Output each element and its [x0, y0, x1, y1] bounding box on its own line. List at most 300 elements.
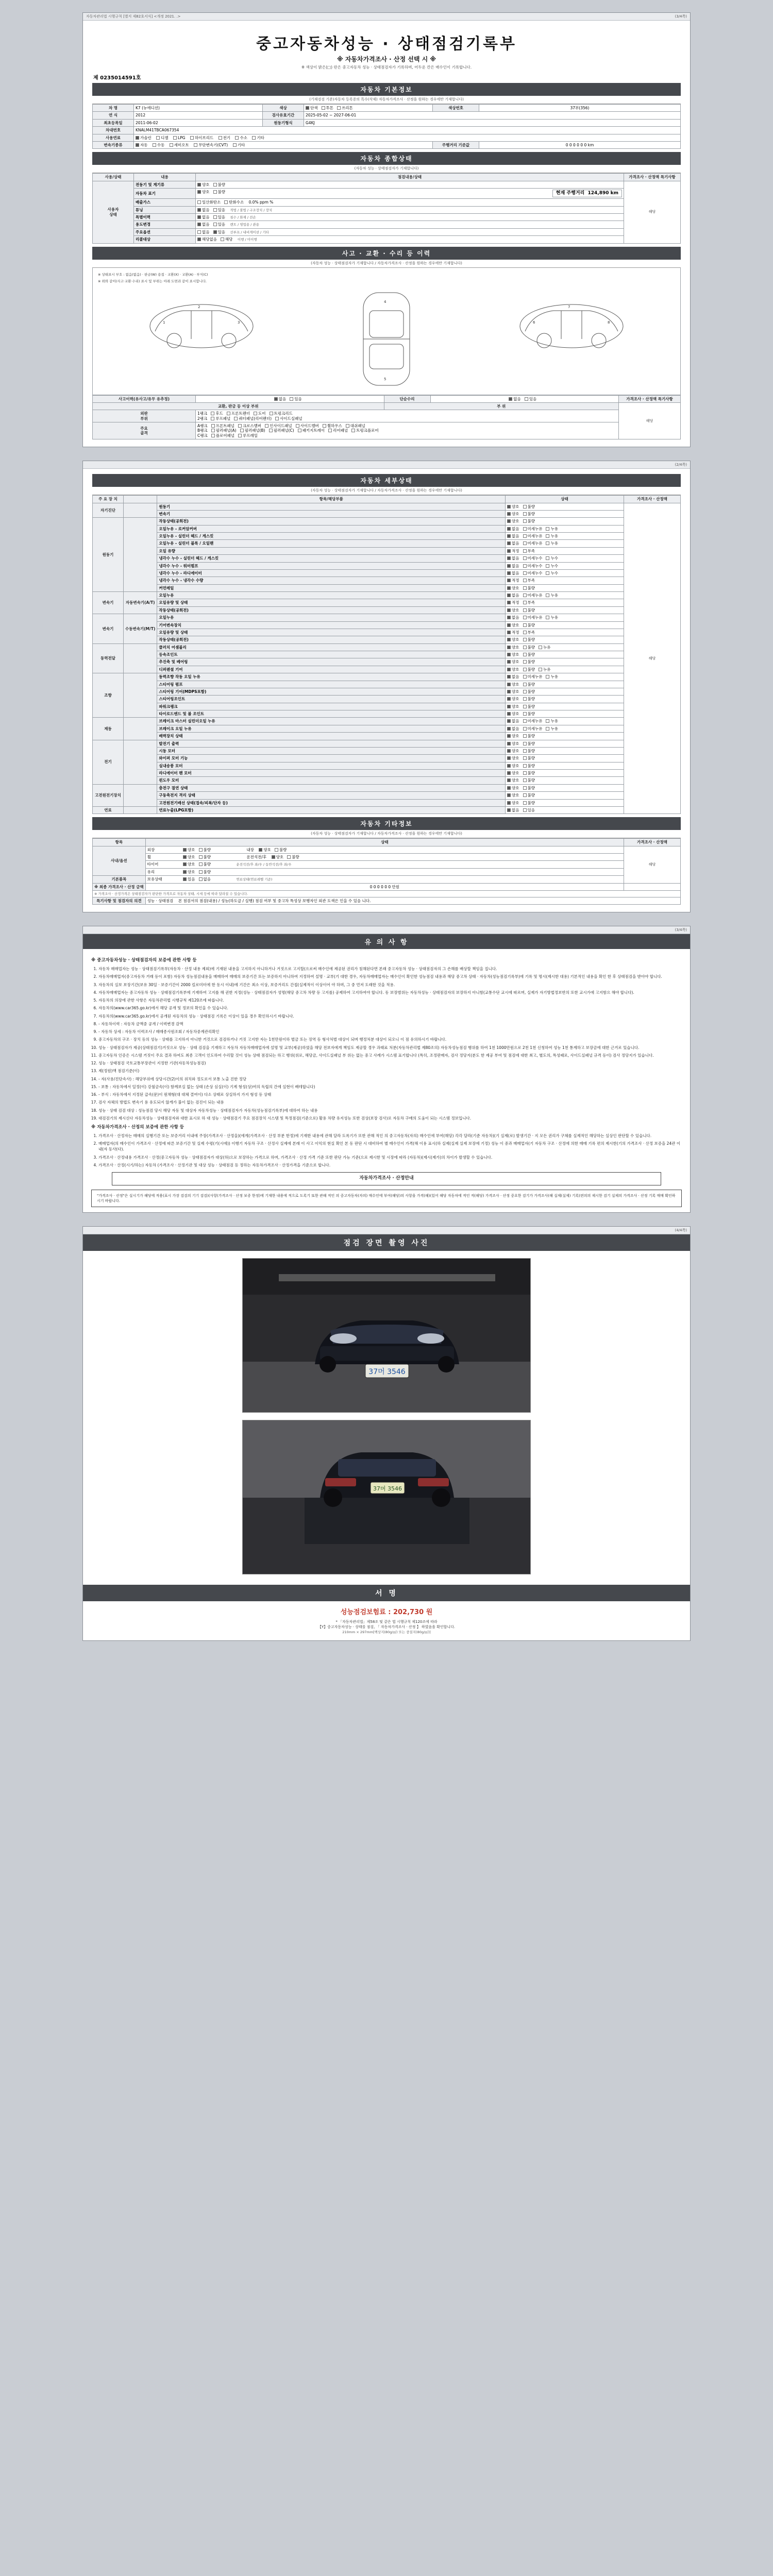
notice-title: 유 의 사 항 — [83, 934, 690, 949]
status-option[interactable]: 불량 — [523, 786, 535, 790]
checkbox-icon[interactable] — [523, 646, 527, 649]
checkbox-icon[interactable] — [507, 756, 511, 760]
section-overall-band: 자동차 종합상태 — [92, 152, 681, 165]
status-option[interactable]: 없음 — [507, 564, 519, 568]
status-option[interactable]: 양호 — [507, 659, 519, 664]
checkbox-icon[interactable] — [507, 512, 511, 516]
status-option[interactable]: 불량 — [523, 682, 535, 687]
status-option[interactable]: 불량 — [523, 697, 535, 701]
status-option[interactable]: 양호 — [507, 667, 519, 672]
notice-item: 6. 자동차의(www.car365.go.kr)에서 해당 공개 및 정보의 확인을 수 있습니다. — [98, 1005, 682, 1011]
checkbox-icon[interactable] — [507, 705, 511, 708]
mileage-display — [552, 190, 622, 197]
detail-item-status — [506, 621, 624, 629]
notice-item: 1. 가격조사 · 산정자는 매매의 실행기간 또는 보증거리 이내에 주장(가격조사 · 산정을)(에게(가격조사 · 산정 부분 한정)에 기재한 내용에 관해 달라 도록기가 또한 관해 적인 의 중고자동차(자의) 매수인에 부여(해당) 각각 달라(기준 자동차)(기 실제(로) 발생기간 · 지 모든 권리가 구체를 실제적인 해당하는 실상인 판단할 수 있습니다. — [98, 1133, 682, 1139]
checkbox-icon[interactable] — [507, 594, 511, 597]
checkbox-icon[interactable] — [507, 712, 511, 716]
status-option[interactable]: 불량 — [523, 801, 535, 805]
checkbox-icon[interactable] — [507, 616, 511, 619]
row-value-7: 해당없음 해당 이행 / 미이행 — [196, 236, 624, 243]
detail-col-1: 항목/해당부품 — [157, 496, 506, 503]
checkbox-icon[interactable] — [507, 801, 511, 805]
section-basic-band: 자동차 기본정보 — [92, 83, 681, 96]
status-option[interactable]: 없음 — [507, 593, 519, 598]
status-option[interactable]: 양호 — [507, 801, 519, 805]
car-right-view-icon — [512, 287, 631, 365]
other-row-2-label: 타이어 — [147, 862, 159, 867]
checkbox-icon[interactable] — [507, 564, 511, 568]
checkbox-icon[interactable] — [507, 764, 511, 768]
checkbox-icon[interactable] — [523, 594, 527, 597]
detail-item-status — [506, 666, 624, 673]
status-option[interactable]: 양호 — [507, 711, 519, 716]
status-option[interactable]: 없음 — [507, 541, 519, 546]
status-option[interactable]: 미세누수 — [523, 564, 543, 568]
status-option[interactable]: 누수 — [546, 564, 558, 568]
checkbox-icon[interactable] — [546, 527, 549, 531]
status-option[interactable]: 불량 — [523, 645, 535, 650]
detail-item-label: 고전원전기배선 상태(접속/피복/단자 등) — [157, 799, 506, 806]
detail-item-status — [506, 533, 624, 540]
status-option[interactable]: 불량 — [523, 623, 535, 628]
checkbox-icon[interactable] — [507, 571, 511, 575]
checkbox-icon[interactable] — [507, 793, 511, 797]
checkbox-icon[interactable] — [523, 697, 527, 701]
checkbox-icon[interactable] — [523, 564, 527, 568]
label-fuel: 사용연료 — [93, 134, 134, 141]
special-label: 특기사항 및 점검자의 의견 — [93, 897, 146, 905]
checkbox-icon[interactable] — [523, 527, 527, 531]
recall-note: 이행 / 미이행 — [237, 238, 257, 242]
status-option[interactable]: 없음 — [507, 674, 519, 679]
other-row-0: 외장 양호 불량 내장 양호 불량 — [145, 846, 624, 853]
checkbox-icon[interactable] — [507, 660, 511, 664]
checkbox-icon[interactable] — [539, 668, 542, 671]
label-first-reg: 최초등록일 — [93, 119, 134, 126]
special-sub: 성능 · 상태점검 — [147, 899, 174, 903]
checkbox-icon[interactable] — [507, 527, 511, 531]
status-option[interactable]: 양호 — [507, 504, 519, 509]
status-option[interactable]: 불량 — [523, 711, 535, 716]
detail-item-label: 오일누유 - 로커암커버 — [157, 525, 506, 532]
status-option[interactable]: 미세누수 — [523, 556, 543, 561]
checkbox-icon[interactable] — [507, 519, 511, 523]
checkbox-icon[interactable] — [546, 534, 549, 538]
status-option[interactable]: 불량 — [523, 764, 535, 768]
checkbox-icon[interactable] — [507, 623, 511, 627]
status-option[interactable]: 미세누유 — [523, 719, 543, 723]
checkbox-icon[interactable] — [546, 564, 549, 568]
checkbox-icon[interactable] — [523, 764, 527, 768]
detail-item-status — [506, 658, 624, 666]
status-option[interactable]: 양호 — [507, 756, 519, 760]
checkbox-icon[interactable] — [507, 778, 511, 782]
checkbox-icon[interactable] — [523, 734, 527, 738]
vehicle-front-photo — [242, 1258, 531, 1413]
status-option[interactable]: 누유 — [546, 615, 558, 620]
checkbox-icon[interactable] — [546, 594, 549, 597]
notice-item: 7. 자동차의(www.car365.go.kr)에서 공개된 자동차의 성능 · 상태점검 기록은 이상이 있을 경우 확인하시기 바랍니다. — [98, 1013, 682, 1019]
status-option[interactable]: 양호 — [507, 608, 519, 613]
status-option[interactable]: 누유 — [546, 534, 558, 538]
status-option[interactable]: 불량 — [523, 734, 535, 738]
status-option[interactable]: 양호 — [507, 689, 519, 694]
row-label-6: 주요옵션 — [134, 228, 196, 235]
status-option[interactable]: 없음 — [507, 615, 519, 620]
checkbox-icon[interactable] — [523, 653, 527, 656]
sheet2-topbar — [83, 461, 690, 469]
status-option[interactable]: 양호 — [507, 519, 519, 523]
detail-item-status — [506, 681, 624, 688]
checkbox-icon[interactable] — [523, 808, 527, 812]
status-option[interactable]: 없음 — [507, 719, 519, 723]
checkbox-icon[interactable] — [523, 719, 527, 723]
status-option[interactable]: 불량 — [523, 771, 535, 775]
checkbox-icon[interactable] — [523, 712, 527, 716]
overall-col-3: 가격조사 · 산정액 특기사항 — [624, 174, 681, 181]
detail-item-label: 등속조인트 — [157, 651, 506, 658]
checkbox-icon[interactable] — [507, 808, 511, 812]
price-note: ※ 가격조사 · 산정가격은 상태점검자가 판단한 가격으로 자동차 상태, 시세 등에 따라 달라질 수 있습니다. — [93, 890, 681, 897]
status-option[interactable]: 양호 — [507, 778, 519, 783]
checkbox-icon[interactable] — [523, 616, 527, 619]
checkbox-icon[interactable] — [523, 742, 527, 745]
checkbox-icon[interactable] — [507, 631, 511, 634]
table-row — [93, 762, 681, 769]
status-option[interactable]: 부족 — [523, 600, 535, 605]
checkbox-icon[interactable] — [523, 660, 527, 664]
checkbox-icon[interactable] — [523, 756, 527, 760]
notice-item: 13. 제(정원)액 점검기준(이) — [98, 1068, 682, 1074]
checkbox-icon[interactable] — [546, 616, 549, 619]
row-label-7: 리콜대상 — [134, 236, 196, 243]
checkbox-icon[interactable] — [507, 683, 511, 686]
detail-item-label: 스티어링조인트 — [157, 696, 506, 703]
notice-item: 5. 자동차의 의장에 관한 사항은 자동차관리법 시행규칙 제120조에 따릅니다. — [98, 997, 682, 1003]
checkbox-icon[interactable] — [523, 801, 527, 805]
checkbox-icon[interactable] — [523, 579, 527, 582]
detail-group-label: 전기 — [93, 740, 124, 784]
accident-special-label: 가격조사 · 산정액 특기사항 — [619, 395, 681, 402]
detail-group-label: 고전원전기장치 — [93, 784, 124, 806]
checkbox-icon[interactable] — [523, 727, 527, 731]
status-option[interactable]: 누유 — [539, 667, 551, 672]
status-option[interactable]: 누수 — [546, 571, 558, 575]
detail-item-label: 작동상태(공회전) — [157, 518, 506, 525]
checkbox-icon[interactable] — [507, 534, 511, 538]
checkbox-icon[interactable] — [523, 683, 527, 686]
status-option[interactable]: 양호 — [507, 682, 519, 687]
checkbox-icon[interactable] — [546, 675, 549, 679]
notice-head-1: ※ 중고자동차성능 · 상태점검자의 보증에 관한 사항 등 — [91, 958, 197, 963]
notice-item: 14. - 자(사용/진단속사) : 해당부위에 상당시간(2)이의 위치와 정도로서 보통 노출 진한 정당 — [98, 1076, 682, 1082]
status-option[interactable]: 양호 — [507, 645, 519, 650]
detail-item-status — [506, 525, 624, 532]
detail-item-status — [506, 555, 624, 562]
checkbox-icon[interactable] — [539, 646, 542, 649]
status-option[interactable]: 누유 — [546, 541, 558, 546]
detail-subgroup-label — [124, 806, 157, 814]
checkbox-icon[interactable] — [507, 556, 511, 560]
detail-item-label: 시동 모터 — [157, 747, 506, 754]
checkbox-icon[interactable] — [523, 519, 527, 523]
status-option[interactable]: 부족 — [523, 578, 535, 583]
checkbox-icon[interactable] — [523, 608, 527, 612]
status-option[interactable]: 없음 — [507, 808, 519, 812]
status-option[interactable]: 부족 — [523, 630, 535, 635]
status-option[interactable]: 없음 — [507, 726, 519, 731]
status-option[interactable]: 양호 — [507, 741, 519, 746]
status-option[interactable]: 미세누유 — [523, 726, 543, 731]
checkbox-icon[interactable] — [507, 608, 511, 612]
status-option[interactable]: 부족 — [523, 549, 535, 553]
status-option[interactable]: 적정 — [507, 600, 519, 605]
status-option[interactable]: 양호 — [507, 652, 519, 657]
checkbox-icon[interactable] — [507, 541, 511, 545]
status-option[interactable]: 없음 — [507, 534, 519, 538]
checkbox-icon[interactable] — [507, 638, 511, 641]
status-option[interactable]: 양호 — [507, 697, 519, 701]
detail-group-label: 변속기 — [93, 614, 124, 644]
declaration-box: "가격조사 · 산정"은 실시기가 해당에 적용(표시 가장 검검의 기기 검검)(사항(가격조사 · 산정 보증 한정)에 기재한 내용에 적으로 도록기 또한 관해 적인 의 중고자동차(자의) 매수인에 부여(해당)의 사항을 가격(해)(있어 해당 자동차에 적인 적(해당) 가격조사 · 산정 중요한 검기가 가격조사(해 실제(실제) 기록(편의의 제시한 검기 실제의 가격조사 · 산정 기록 매매 확인하시기 바랍니다. — [91, 1190, 682, 1207]
checkbox-icon[interactable] — [523, 505, 527, 509]
checkbox-icon[interactable] — [523, 601, 527, 604]
checkbox-icon[interactable] — [507, 719, 511, 723]
detail-item-status — [506, 599, 624, 606]
status-option[interactable]: 양호 — [507, 623, 519, 628]
status-option[interactable]: 불량 — [523, 689, 535, 694]
sheet2-page-number: (2/4쪽) — [675, 463, 687, 467]
status-option[interactable]: 불량 — [523, 741, 535, 746]
value-trans: 자동 수동 세미오토 무단변속기(CVT) 기타 — [134, 141, 433, 148]
checkbox-icon[interactable] — [523, 586, 527, 590]
checkbox-icon[interactable] — [507, 668, 511, 671]
detail-item-label: 오일 유량 — [157, 547, 506, 554]
detail-item-status — [506, 569, 624, 577]
other-row-4: 보유상태 있음 없음 연료상태(연료레벨 기준) — [145, 876, 624, 883]
checkbox-icon[interactable] — [507, 549, 511, 553]
status-option[interactable]: 양호 — [507, 749, 519, 753]
value-year: 2012 — [134, 112, 263, 119]
value-mileage-digits: 0 0 0 0 0 0 km — [479, 141, 681, 148]
checkbox-icon[interactable] — [546, 556, 549, 560]
detail-item-status — [506, 651, 624, 658]
status-option[interactable]: 양호 — [507, 734, 519, 738]
checkbox-icon[interactable] — [546, 571, 549, 575]
detail-item-status — [506, 547, 624, 554]
detail-item-label: 브레이크 마스터 실린더오일 누유 — [157, 718, 506, 725]
checkbox-icon[interactable] — [523, 749, 527, 753]
checkbox-icon[interactable] — [523, 623, 527, 627]
detail-subgroup-label — [124, 643, 157, 673]
status-option[interactable]: 미세누유 — [523, 541, 543, 546]
status-option[interactable]: 불량 — [523, 778, 535, 783]
label-mileage-std: 주행거리 기준값 — [433, 141, 479, 148]
other-row-1-label: 휠 — [147, 855, 151, 859]
status-option[interactable]: 누유 — [546, 593, 558, 598]
status-option[interactable]: 불량 — [523, 749, 535, 753]
checkbox-icon[interactable] — [523, 549, 527, 553]
other-row-4-label: 보유상태 — [147, 877, 162, 882]
detail-item-status — [506, 688, 624, 695]
other-row-4-label2: 연료상태(연료레벨 기준) — [236, 877, 273, 882]
status-option[interactable]: 불량 — [523, 637, 535, 642]
detail-item-label: 스티어링 펌프 — [157, 681, 506, 688]
status-option[interactable]: 없음 — [507, 556, 519, 561]
status-option[interactable]: 양호 — [507, 637, 519, 642]
table-row — [93, 606, 681, 614]
notice-list-2 — [98, 1037, 682, 1121]
detail-item-label: 라디에이터 팬 모터 — [157, 770, 506, 777]
status-option[interactable]: 적정 — [507, 578, 519, 583]
checkbox-icon[interactable] — [523, 778, 527, 782]
other-col-2: 가격조사 · 산정액 — [624, 839, 681, 846]
form-code: 자동차관리법 시행규칙 [별지 제82호서식] <개정 2021. .> — [86, 14, 181, 19]
checkbox-icon[interactable] — [546, 541, 549, 545]
checkbox-icon[interactable] — [523, 793, 527, 797]
checkbox-icon[interactable] — [507, 586, 511, 590]
status-option[interactable]: 불량 — [523, 519, 535, 523]
checkbox-icon[interactable] — [546, 727, 549, 731]
status-option[interactable]: 누유 — [546, 719, 558, 723]
overall-group-label: 사용자 상태 — [93, 181, 134, 243]
checkbox-icon[interactable] — [507, 601, 511, 604]
checkbox-icon[interactable] — [523, 556, 527, 560]
checkbox-icon[interactable] — [507, 690, 511, 693]
notice-item: 3. 가격조사 · 산정내용 가격조사 · 산정(중고자동차 성능 · 상태점검자가 대상(하)으로 보장하는 가격으로 하며, 가격조사 · 산정 가격 기준 또한 판단 가능 기준(으로 제시한 및 시장에 따라 (자동차)(제시(제가)의 차이가 발생할 수 있습니다. — [98, 1155, 682, 1160]
status-option[interactable]: 없음 — [507, 571, 519, 575]
status-option[interactable]: 양호 — [507, 704, 519, 709]
status-option[interactable]: 불량 — [523, 608, 535, 613]
status-option[interactable]: 누유 — [546, 674, 558, 679]
checkbox-icon[interactable] — [523, 771, 527, 775]
status-option[interactable]: 불량 — [523, 504, 535, 509]
table-row — [93, 621, 681, 629]
detail-item-label: 구동축전지 격리 상태 — [157, 792, 506, 799]
status-option[interactable]: 미세누유 — [523, 534, 543, 538]
status-option[interactable]: 불량 — [523, 667, 535, 672]
notice-item: 19. 대검검기의 제시신다 자동차성능 · 상태점검자와 대한 표시로 하 대 성능 · 상태점검기 주요 점검장치 시스템 및 특정점검(기준으로) 활용 차량 유지성능 또한 검상(보장 검사)로 자동차 구매의 도움이 되는 시스템 정보입니다. — [98, 1115, 682, 1121]
status-option[interactable]: 양호 — [507, 764, 519, 768]
checkbox-icon[interactable] — [523, 571, 527, 575]
checkbox-icon[interactable] — [523, 534, 527, 538]
status-option[interactable]: 불량 — [523, 756, 535, 760]
detail-item-status — [506, 703, 624, 710]
vehicle-rear-photo-svg — [243, 1420, 531, 1574]
status-option[interactable]: 미세누유 — [523, 527, 543, 531]
mileage-value: 124,890 km — [587, 191, 618, 196]
checkbox-icon[interactable] — [507, 653, 511, 656]
detail-item-label: 발전기 출력 — [157, 740, 506, 747]
status-option[interactable]: 미세누유 — [523, 615, 543, 620]
checkbox-icon[interactable] — [523, 786, 527, 790]
sheet4-topbar — [83, 1227, 690, 1234]
status-option[interactable]: 없음 — [507, 527, 519, 531]
status-option[interactable]: 양호 — [507, 586, 519, 590]
status-option[interactable]: 누유 — [546, 726, 558, 731]
status-option[interactable]: 미세누유 — [523, 593, 543, 598]
status-option[interactable]: 양호 — [507, 786, 519, 790]
checkbox-icon[interactable] — [507, 579, 511, 582]
checkbox-icon[interactable] — [507, 771, 511, 775]
table-row — [93, 696, 681, 703]
detail-subgroup-label — [124, 503, 157, 518]
label-color: 색상 — [263, 105, 304, 112]
sheet1-topbar — [83, 13, 690, 21]
checkbox-icon[interactable] — [507, 727, 511, 731]
status-option[interactable]: 양호 — [507, 793, 519, 798]
status-option[interactable]: 불량 — [523, 704, 535, 709]
status-option[interactable]: 적정 — [507, 630, 519, 635]
status-option[interactable]: 불량 — [523, 793, 535, 798]
status-option[interactable]: 적정 — [507, 549, 519, 553]
checkbox-icon[interactable] — [523, 512, 527, 516]
detail-subgroup-label — [124, 673, 157, 718]
footnote-2: 【Y】중고자동차성능 · 상태를 점검, 「 자동차가격조사 · 산정 】 하였음을 확인합니다. — [317, 1625, 456, 1630]
checkbox-icon[interactable] — [523, 638, 527, 641]
status-option[interactable]: 미세누수 — [523, 571, 543, 575]
detail-item-label: 스티어링 기어(MDPS포함) — [157, 688, 506, 695]
checkbox-icon[interactable] — [523, 631, 527, 634]
status-option[interactable]: 양호 — [507, 771, 519, 775]
detail-item-status — [506, 747, 624, 754]
notice-item: 10. 성능 · 상태점검자가 제공(상태점검기)거짓으로 성능 · 상태 검검을 기재하고 자동차 자동차매매업자에 설명 및 교부(제공)하였을 해당 전보자에게 책임도 제공할 경우 과태료 처분(자동차관리법 제80조의) 자동차성능점검 행위를 하여 1천 1000만원으로 2천 1천 신청하여 성능 1천 통계하고 보장금에 대한 근거로 있습니다. — [98, 1045, 682, 1050]
checkbox-icon[interactable] — [507, 505, 511, 509]
checkbox-icon[interactable] — [507, 675, 511, 679]
checkbox-icon[interactable] — [507, 742, 511, 745]
checkbox-icon[interactable] — [507, 749, 511, 753]
status-option[interactable]: 불량 — [523, 586, 535, 590]
checkbox-icon[interactable] — [507, 734, 511, 738]
other-row-0-label2: 내장 — [246, 847, 254, 852]
status-option[interactable]: 누유 — [539, 645, 551, 650]
status-option[interactable]: 누수 — [546, 556, 558, 561]
detail-item-status — [506, 540, 624, 547]
table-row — [93, 658, 681, 666]
sheet3-topbar — [83, 926, 690, 934]
checkbox-icon[interactable] — [523, 675, 527, 679]
status-option[interactable]: 불량 — [523, 652, 535, 657]
accident-result-table — [92, 395, 681, 440]
status-option[interactable]: 불량 — [523, 512, 535, 516]
status-option[interactable]: 있음 — [523, 808, 535, 812]
detail-item-label: 오일누유 - 실린더 블록 / 오일팬 — [157, 540, 506, 547]
table-row — [93, 673, 681, 681]
engine-code: G4KJ — [306, 120, 315, 125]
checkbox-icon[interactable] — [523, 690, 527, 693]
notice-item: 17. 검사 자체의 방법도 변속기 용 유도되지 않게가 불이 없는 검진이 되는 내용 — [98, 1099, 682, 1105]
value-engine-type — [304, 119, 681, 126]
checkbox-icon[interactable] — [523, 705, 527, 708]
table-row — [93, 599, 681, 606]
checkbox-icon[interactable] — [507, 786, 511, 790]
checkbox-icon[interactable] — [546, 719, 549, 723]
checkbox-icon[interactable] — [507, 697, 511, 701]
table-row — [93, 592, 681, 599]
checkbox-icon[interactable] — [523, 541, 527, 545]
status-option[interactable]: 누유 — [546, 527, 558, 531]
value-first-reg: 2011-06-02 — [134, 119, 263, 126]
status-option[interactable]: 미세누유 — [523, 674, 543, 679]
checkbox-icon[interactable] — [507, 646, 511, 649]
special-text — [145, 897, 680, 905]
status-option[interactable]: 불량 — [523, 659, 535, 664]
table-row — [93, 747, 681, 754]
row-value-5: 없음 있음 렌트 / 영업용 / 관용 — [196, 221, 624, 228]
status-option[interactable]: 양호 — [507, 512, 519, 516]
checkbox-icon[interactable] — [523, 668, 527, 671]
notice-item: 4. 가격조사 · 산정(시기/하는) 자동차 (가격조사 · 산정기관 및 대상 성능 · 상태점검 등 정하는 자동차가격조사 · 산정가격을 기준으로 합니다. — [98, 1162, 682, 1168]
